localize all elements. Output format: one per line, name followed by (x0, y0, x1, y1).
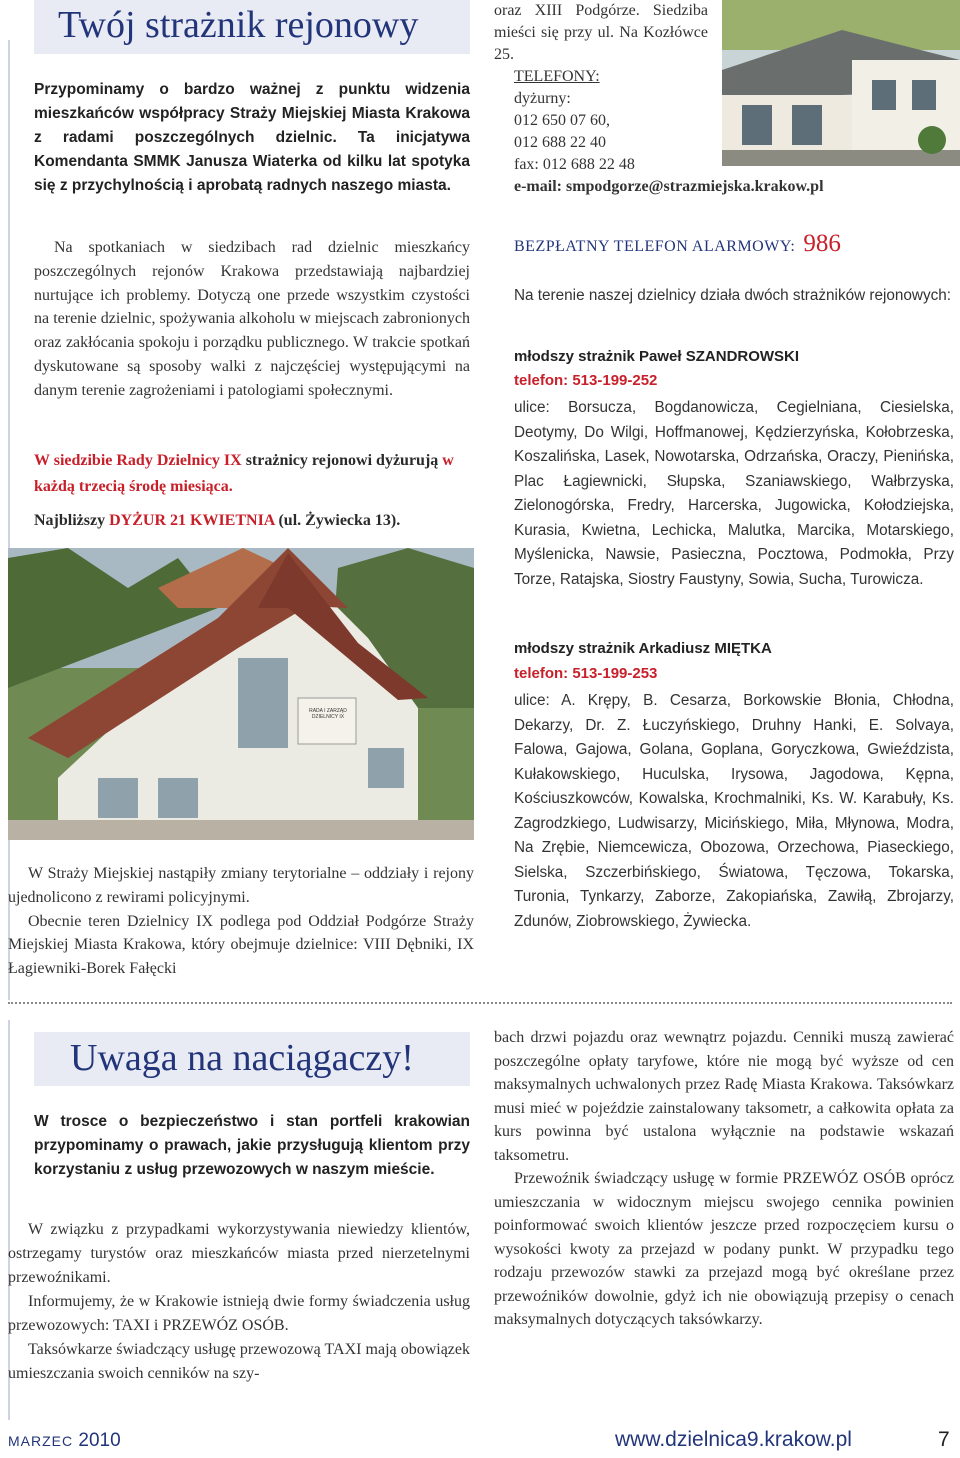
fax: fax: 012 688 22 48 (514, 156, 635, 173)
guard-2-phone: telefon: 513-199-253 (514, 665, 658, 682)
column-rule (8, 40, 10, 1000)
duty-label: dyżurny: (514, 90, 571, 107)
article-2-body-left: W związku z przypadkami wykorzystywania niewiedzy klientów, ostrzegamy turystów oraz mieszkańców miasta przed nierzetelnymi przewoźnikami. Informujemy, że w Krakowie istnieją dwie formy świadczenia usług przewozowych: TAXI i PRZEWÓZ OSÓB. Taksówkarze świadczący usługę przewozową TAXI mają obowiązek umieszczania swoich cenników na szy- (8, 1221, 470, 1382)
page-number: 7 (938, 1428, 950, 1451)
guards-intro: Na terenie naszej dzielnicy działa dwóch strażników rejonowych: (514, 287, 952, 304)
guard-2-name: młodszy strażnik Arkadiusz MIĘTKA (514, 640, 772, 657)
guard-1-streets: ulice: Borsucza, Bogdanowicza, Cegielniana, Ciesielska, Deotymy, Do Wilgi, Hoffmanowej, Kędzierzyńska, Kołobrzeska, Koszalińska, Lasek, Nowotarska, Odrzańska, Oraczy, Pienińska, Plac Łagiewnicki, Słupska, Szaniawskiego, Wałbrzyska, Zielonogórska, Fredry, Harcerska, Jugowicka, Kołodziejska, Kurasia, Kwietna, Lechicka, Malutka, Marcika, Motarskiego, Myślenicka, Nawsie, Pasieczna, Pocztowa, Podmokła, Przy Torze, Ratajska, Siostry Faustyny, Sowia, Sucha, Turowicza. (514, 399, 954, 588)
guard-2-streets: ulice: A. Krępy, B. Cesarza, Borkowskie Błonia, Chłodna, Dekarzy, Dr. Z. Łuczyńskiego, Druhny Hanki, E. Solvaya, Falowa, Gajowa, Golana, Goplana, Goryczkowa, Gwieździsta, Kułakowskiego, Huculska, Irysowa, Jagodowa, Kępna, Kościuszkowców, Kowalska, Krochmalniki, Ks. W. Karabuły, Ks. Zagrodzkiego, Ludwisarzy, Micińskiego, Miła, Młynowa, Modra, Na Zrębie, Niemcewicza, Obozowa, Orzechowa, Piaseckiego, Sielska, Szczerbińskiego, Światowa, Tęczowa, Tokarska, Turonia, Tynkarzy, Zaborze, Zakopiańska, Zawiłą, Zbrojarzy, Zdunów, Ziobrowskiego, Żywiecka. (514, 692, 954, 930)
article-2-title: Uwaga na naciągaczy! (34, 1032, 470, 1086)
article-body-1: Na spotkaniach w siedzibach rad dzielnic mieszkańcy poszczególnych rejonów Krakowa przedstawiają najbardziej nurtujące ich problemy. Dotyczą one przede wszystkim czystości na terenie dzielnic, spożywania alkoholu w miejscach zabronionych oraz zakłócania spokoju i porządku publicznego. W trakcie spotkań dyskutowane są sposoby walki z najczęściej występującymi na danym terenie zagrożeniami i patologiami społecznymi. (34, 239, 470, 399)
article-lead: Przypominamy o bardzo ważnej z punktu widzenia mieszkańców współpracy Straży Miejskiej Miasta Krakowa z radami poszczególnych dzielnic. Ta inicjatywa Komendanta SMMK Janusza Wiaterka od kilku lat spotyka się z przychylnością i aprobatą radnych naszego miasta. (34, 81, 470, 194)
phone-2: 012 688 22 40 (514, 134, 606, 151)
phones-label: TELEFONY: (514, 68, 600, 85)
article-2-lead: W trosce o bezpieczeństwo i stan portfeli krakowian przypominamy o prawach, jakie przysługują klientom przy korzystaniu z usług przewozowych w naszym mieście. (34, 1113, 470, 1178)
guard-1-phone: telefon: 513-199-252 (514, 372, 658, 389)
alarm-phone: BEZPŁATNY TELEFON ALARMOWY: 986 (514, 230, 841, 257)
footer-issue: MARZEC 2010 (8, 1430, 121, 1451)
building-sign: RADA I ZARZĄD DZIELNICY IX (309, 708, 347, 720)
article-title: Twój strażnik rejonowy (34, 0, 470, 54)
email: e-mail: smpodgorze@strazmiejska.krakow.pl (514, 178, 824, 195)
footer-url-link[interactable]: www.dzielnica9.krakow.pl (615, 1428, 852, 1451)
next-duty: Najbliższy DYŻUR 21 KWIETNIA (ul. Żywiecka 13). (34, 512, 401, 529)
article-body-2: W Straży Miejskiej nastąpiły zmiany terytorialne – oddziały i rejony ujednolicono z rewirami policyjnymi. Obecnie teren Dzielnicy IX podlega pod Oddział Podgórze Straży Miejskiej Miasta Krakowa, który obejmuje dzielnice: VIII Dębniki, IX Łagiewniki-Borek Fałęcki (8, 865, 474, 978)
duty-info: W siedzibie Rady Dzielnicy IX strażnicy rejonowi dyżurują w każdą trzecią środę miesiąca. (34, 452, 454, 495)
section-divider (8, 1002, 952, 1004)
contact-block (514, 66, 954, 198)
phone-1: 012 650 07 60, (514, 112, 610, 129)
district-council-building-photo (8, 548, 474, 840)
article-body-continued: oraz XIII Podgórze. Siedziba mieści się przy ul. Na Kozłówce 25. (494, 2, 708, 63)
article-2-body-right: bach drzwi pojazdu oraz wewnątrz pojazdu. Cenniki muszą zawierać poszczególne opłaty taryfowe, które nie mogą być wyższe od cen maksymalnych uchwalonych przez Radę Miasta Krakowa. Taksówkarz musi mieć w pojeździe zainstalowany taksometr, a całkowita opłata za kurs powinna być ustalona wyłącznie na podstawie wskazań taksometru. Przewoźnik świadczący usługę w formie PRZEWÓZ OSÓB oprócz umieszczania w widocznym miejscu swojego cennika powinien poinformować swoich klientów jeszcze przed rozpoczęciem kursu o wysokości kwoty za przejazd w podany punkt. W przypadku tego rodzaju przewozów stawki za przejazd mogą być określane przez przewoźników dowolnie, gdyż ich nie obowiązują przepisy o cenach maksymalnych dotyczących taksówkarzy. (494, 1029, 954, 1328)
guard-1-name: młodszy strażnik Paweł SZANDROWSKI (514, 348, 800, 365)
